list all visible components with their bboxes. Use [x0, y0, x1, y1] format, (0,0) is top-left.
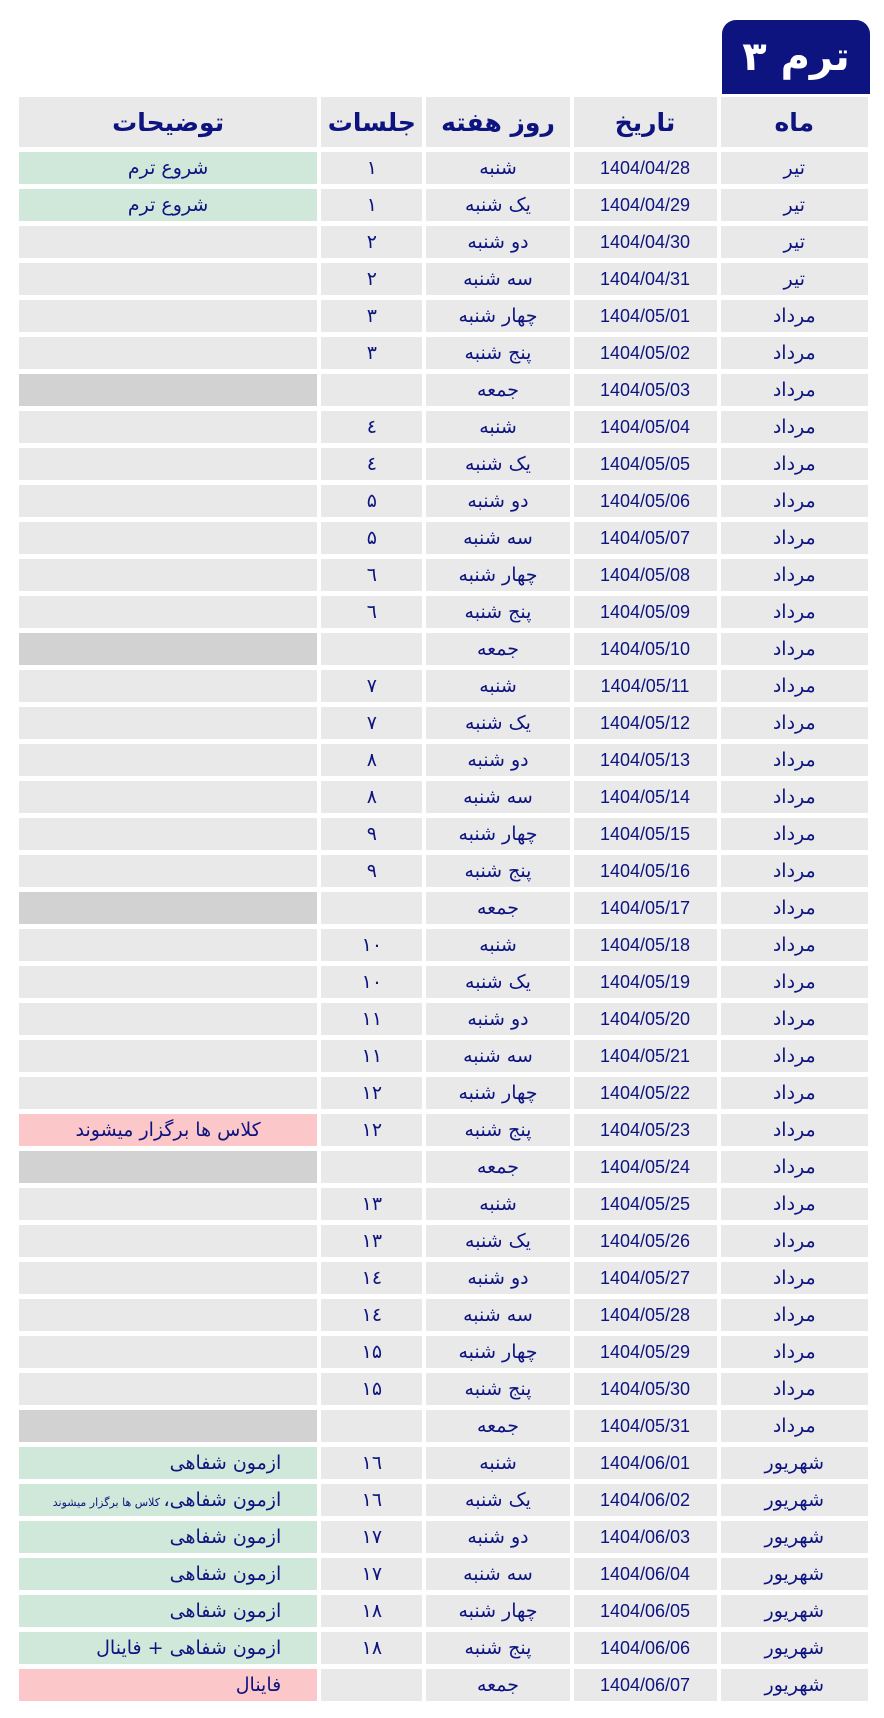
month-cell: شهریور — [721, 1558, 868, 1590]
month-cell: مرداد — [721, 929, 868, 961]
table-row — [19, 707, 868, 739]
weekday-cell: یک شنبه — [426, 189, 569, 221]
date-cell: 1404/05/18 — [574, 929, 717, 961]
session-cell: ۸ — [321, 744, 422, 776]
table-row — [19, 1410, 868, 1442]
note-cell — [19, 522, 317, 554]
note-cell — [19, 892, 317, 924]
session-cell: ۱۷ — [321, 1558, 422, 1590]
note-cell — [19, 744, 317, 776]
table-row — [19, 781, 868, 813]
date-cell: 1404/05/12 — [574, 707, 717, 739]
weekday-cell: چهار شنبه — [426, 1077, 569, 1109]
note-text: ازمون شفاهی + فاینال — [96, 1637, 282, 1659]
date-cell: 1404/06/04 — [574, 1558, 717, 1590]
note-cell — [19, 633, 317, 665]
session-cell: ۳ — [321, 300, 422, 332]
month-cell: مرداد — [721, 337, 868, 369]
month-cell: مرداد — [721, 1188, 868, 1220]
weekday-cell: جمعه — [426, 374, 569, 406]
month-cell: تیر — [721, 152, 868, 184]
date-cell: 1404/05/27 — [574, 1262, 717, 1294]
date-cell: 1404/05/13 — [574, 744, 717, 776]
weekday-cell: شنبه — [426, 670, 569, 702]
month-cell: مرداد — [721, 707, 868, 739]
weekday-cell: سه شنبه — [426, 1299, 569, 1331]
session-cell: ۱۰ — [321, 929, 422, 961]
weekday-cell: دو شنبه — [426, 485, 569, 517]
note-cell — [19, 152, 317, 184]
month-cell: مرداد — [721, 411, 868, 443]
session-cell: ۱٦ — [321, 1484, 422, 1516]
note-cell — [19, 411, 317, 443]
table-row — [19, 374, 868, 406]
header-sessions: جلسات — [321, 97, 422, 147]
session-cell: ۲ — [321, 226, 422, 258]
session-cell: ۷ — [321, 670, 422, 702]
date-cell: 1404/05/16 — [574, 855, 717, 887]
table-row — [19, 485, 868, 517]
month-cell: مرداد — [721, 300, 868, 332]
session-cell: ۹ — [321, 818, 422, 850]
month-cell: مرداد — [721, 1299, 868, 1331]
table-row — [19, 411, 868, 443]
date-cell: 1404/05/24 — [574, 1151, 717, 1183]
date-cell: 1404/05/26 — [574, 1225, 717, 1257]
note-text: کلاس ها برگزار میشوند — [75, 1119, 261, 1141]
month-cell: مرداد — [721, 818, 868, 850]
note-cell — [19, 818, 317, 850]
month-cell: مرداد — [721, 1336, 868, 1368]
date-cell: 1404/04/28 — [574, 152, 717, 184]
date-cell: 1404/05/21 — [574, 1040, 717, 1072]
session-cell: ۱۳ — [321, 1225, 422, 1257]
note-cell — [19, 1447, 317, 1479]
table-row — [19, 263, 868, 295]
session-cell: ۱۰ — [321, 966, 422, 998]
table-row — [19, 1521, 868, 1553]
session-cell — [321, 374, 422, 406]
weekday-cell: یک شنبه — [426, 1484, 569, 1516]
date-cell: 1404/06/06 — [574, 1632, 717, 1664]
date-cell: 1404/06/02 — [574, 1484, 717, 1516]
table-row — [19, 1188, 868, 1220]
month-cell: تیر — [721, 226, 868, 258]
weekday-cell: چهار شنبه — [426, 818, 569, 850]
weekday-cell: جمعه — [426, 1151, 569, 1183]
note-cell — [19, 929, 317, 961]
table-row — [19, 596, 868, 628]
weekday-cell: سه شنبه — [426, 263, 569, 295]
header-weekday: روز هفته — [426, 97, 569, 147]
date-cell: 1404/05/29 — [574, 1336, 717, 1368]
note-cell — [19, 781, 317, 813]
weekday-cell: شنبه — [426, 1447, 569, 1479]
header-month: ماه — [721, 97, 868, 147]
weekday-cell: یک شنبه — [426, 707, 569, 739]
session-cell: ۱۷ — [321, 1521, 422, 1553]
weekday-cell: چهار شنبه — [426, 1595, 569, 1627]
term-title-tab: ترم ۳ — [722, 20, 870, 94]
date-cell: 1404/05/03 — [574, 374, 717, 406]
weekday-cell: شنبه — [426, 411, 569, 443]
month-cell: شهریور — [721, 1447, 868, 1479]
note-text: ازمون شفاهی — [169, 1600, 282, 1622]
session-cell: ۱۲ — [321, 1114, 422, 1146]
session-cell: ۹ — [321, 855, 422, 887]
month-cell: مرداد — [721, 596, 868, 628]
note-cell — [19, 485, 317, 517]
date-cell: 1404/05/05 — [574, 448, 717, 480]
note-cell — [19, 670, 317, 702]
weekday-cell: پنج شنبه — [426, 1373, 569, 1405]
table-row — [19, 1040, 868, 1072]
date-cell: 1404/04/30 — [574, 226, 717, 258]
header-row — [19, 97, 868, 147]
schedule-table — [15, 92, 872, 1706]
session-cell: ٤ — [321, 448, 422, 480]
month-cell: تیر — [721, 263, 868, 295]
weekday-cell: شنبه — [426, 152, 569, 184]
date-cell: 1404/04/31 — [574, 263, 717, 295]
month-cell: مرداد — [721, 966, 868, 998]
date-cell: 1404/05/23 — [574, 1114, 717, 1146]
weekday-cell: پنج شنبه — [426, 1632, 569, 1664]
note-cell — [19, 1151, 317, 1183]
month-cell: مرداد — [721, 559, 868, 591]
table-row — [19, 448, 868, 480]
table-row — [19, 892, 868, 924]
weekday-cell: سه شنبه — [426, 522, 569, 554]
month-cell: شهریور — [721, 1632, 868, 1664]
note-cell — [19, 559, 317, 591]
month-cell: مرداد — [721, 374, 868, 406]
note-cell — [19, 263, 317, 295]
table-row — [19, 633, 868, 665]
month-cell: مرداد — [721, 744, 868, 776]
note-text: ازمون شفاهی — [169, 1526, 282, 1548]
note-cell — [19, 448, 317, 480]
weekday-cell: سه شنبه — [426, 1040, 569, 1072]
header-date: تاریخ — [574, 97, 717, 147]
session-cell: ۱۵ — [321, 1373, 422, 1405]
schedule-body — [19, 152, 868, 1701]
weekday-cell: چهار شنبه — [426, 1336, 569, 1368]
note-cell — [19, 1595, 317, 1627]
table-row — [19, 1484, 868, 1516]
weekday-cell: یک شنبه — [426, 448, 569, 480]
date-cell: 1404/05/02 — [574, 337, 717, 369]
weekday-cell: سه شنبه — [426, 1558, 569, 1590]
session-cell: ۲ — [321, 263, 422, 295]
note-cell — [19, 1077, 317, 1109]
note-cell — [19, 1188, 317, 1220]
table-row — [19, 189, 868, 221]
date-cell: 1404/05/28 — [574, 1299, 717, 1331]
note-cell — [19, 1336, 317, 1368]
month-cell: شهریور — [721, 1484, 868, 1516]
note-text: شروع ترم — [127, 194, 209, 216]
session-cell — [321, 633, 422, 665]
note-cell — [19, 1521, 317, 1553]
month-cell: مرداد — [721, 1151, 868, 1183]
month-cell: مرداد — [721, 1114, 868, 1146]
month-cell: مرداد — [721, 1077, 868, 1109]
month-cell: تیر — [721, 189, 868, 221]
date-cell: 1404/05/19 — [574, 966, 717, 998]
date-cell: 1404/05/10 — [574, 633, 717, 665]
session-cell: ۳ — [321, 337, 422, 369]
table-row — [19, 1003, 868, 1035]
note-cell — [19, 226, 317, 258]
month-cell: مرداد — [721, 1410, 868, 1442]
note-cell — [19, 1299, 317, 1331]
month-cell: مرداد — [721, 1040, 868, 1072]
note-cell — [19, 1040, 317, 1072]
session-cell: ۱٦ — [321, 1447, 422, 1479]
note-text: شروع ترم — [127, 157, 209, 179]
session-cell — [321, 892, 422, 924]
note-cell — [19, 1114, 317, 1146]
month-cell: شهریور — [721, 1669, 868, 1701]
date-cell: 1404/05/08 — [574, 559, 717, 591]
table-row — [19, 744, 868, 776]
month-cell: مرداد — [721, 633, 868, 665]
date-cell: 1404/06/07 — [574, 1669, 717, 1701]
date-cell: 1404/05/11 — [574, 670, 717, 702]
month-cell: مرداد — [721, 855, 868, 887]
table-row — [19, 1262, 868, 1294]
note-cell — [19, 1225, 317, 1257]
weekday-cell: چهار شنبه — [426, 559, 569, 591]
note-cell — [19, 1373, 317, 1405]
note-cell — [19, 855, 317, 887]
table-row — [19, 152, 868, 184]
table-row — [19, 1632, 868, 1664]
session-cell: ۱٤ — [321, 1262, 422, 1294]
month-cell: شهریور — [721, 1595, 868, 1627]
date-cell: 1404/05/20 — [574, 1003, 717, 1035]
month-cell: مرداد — [721, 522, 868, 554]
note-text: ازمون شفاهی، — [163, 1489, 282, 1511]
session-cell: ۱۸ — [321, 1632, 422, 1664]
date-cell: 1404/05/22 — [574, 1077, 717, 1109]
month-cell: مرداد — [721, 448, 868, 480]
month-cell: مرداد — [721, 1262, 868, 1294]
weekday-cell: یک شنبه — [426, 1225, 569, 1257]
weekday-cell: پنج شنبه — [426, 1114, 569, 1146]
month-cell: مرداد — [721, 781, 868, 813]
date-cell: 1404/05/07 — [574, 522, 717, 554]
weekday-cell: سه شنبه — [426, 781, 569, 813]
table-row — [19, 1299, 868, 1331]
month-cell: شهریور — [721, 1521, 868, 1553]
session-cell — [321, 1669, 422, 1701]
session-cell: ۱۳ — [321, 1188, 422, 1220]
table-row — [19, 966, 868, 998]
weekday-cell: جمعه — [426, 633, 569, 665]
date-cell: 1404/06/05 — [574, 1595, 717, 1627]
session-cell: ۱۵ — [321, 1336, 422, 1368]
table-row — [19, 670, 868, 702]
date-cell: 1404/05/30 — [574, 1373, 717, 1405]
table-row — [19, 1077, 868, 1109]
note-cell — [19, 189, 317, 221]
weekday-cell: دو شنبه — [426, 1003, 569, 1035]
month-cell: مرداد — [721, 670, 868, 702]
weekday-cell: پنج شنبه — [426, 596, 569, 628]
weekday-cell: شنبه — [426, 929, 569, 961]
session-cell: ۵ — [321, 522, 422, 554]
table-row — [19, 1558, 868, 1590]
weekday-cell: دو شنبه — [426, 1521, 569, 1553]
date-cell: 1404/05/15 — [574, 818, 717, 850]
table-row — [19, 855, 868, 887]
note-cell — [19, 1669, 317, 1701]
date-cell: 1404/05/04 — [574, 411, 717, 443]
month-cell: مرداد — [721, 892, 868, 924]
note-cell — [19, 300, 317, 332]
date-cell: 1404/05/01 — [574, 300, 717, 332]
session-cell: ٦ — [321, 559, 422, 591]
table-row — [19, 818, 868, 850]
month-cell: مرداد — [721, 1225, 868, 1257]
table-row — [19, 226, 868, 258]
session-cell: ۱۱ — [321, 1003, 422, 1035]
header-notes: توضیحات — [19, 97, 317, 147]
table-row — [19, 300, 868, 332]
note-cell — [19, 337, 317, 369]
table-row — [19, 522, 868, 554]
table-row — [19, 1114, 868, 1146]
date-cell: 1404/05/14 — [574, 781, 717, 813]
note-text: فاینال — [235, 1674, 282, 1696]
session-cell: ۱٤ — [321, 1299, 422, 1331]
weekday-cell: جمعه — [426, 1410, 569, 1442]
weekday-cell: یک شنبه — [426, 966, 569, 998]
note-cell — [19, 1262, 317, 1294]
table-row — [19, 1595, 868, 1627]
note-cell — [19, 966, 317, 998]
note-cell — [19, 1410, 317, 1442]
date-cell: 1404/05/06 — [574, 485, 717, 517]
session-cell: ۱۱ — [321, 1040, 422, 1072]
table-row — [19, 1373, 868, 1405]
note-cell — [19, 1558, 317, 1590]
weekday-cell: پنج شنبه — [426, 855, 569, 887]
note-cell — [19, 1003, 317, 1035]
table-row — [19, 929, 868, 961]
weekday-cell: شنبه — [426, 1188, 569, 1220]
weekday-cell: پنج شنبه — [426, 337, 569, 369]
weekday-cell: جمعه — [426, 1669, 569, 1701]
date-cell: 1404/06/03 — [574, 1521, 717, 1553]
month-cell: مرداد — [721, 1373, 868, 1405]
table-row — [19, 559, 868, 591]
note-text: ازمون شفاهی — [169, 1452, 282, 1474]
table-row — [19, 1151, 868, 1183]
note-cell — [19, 1484, 317, 1516]
session-cell: ۸ — [321, 781, 422, 813]
session-cell: ۱ — [321, 152, 422, 184]
session-cell — [321, 1410, 422, 1442]
date-cell: 1404/05/17 — [574, 892, 717, 924]
table-row — [19, 1447, 868, 1479]
session-cell: ۱۲ — [321, 1077, 422, 1109]
table-row — [19, 1669, 868, 1701]
table-row — [19, 1336, 868, 1368]
weekday-cell: چهار شنبه — [426, 300, 569, 332]
date-cell: 1404/05/09 — [574, 596, 717, 628]
session-cell: ۱ — [321, 189, 422, 221]
month-cell: مرداد — [721, 1003, 868, 1035]
session-cell: ۱۸ — [321, 1595, 422, 1627]
session-cell — [321, 1151, 422, 1183]
date-cell: 1404/06/01 — [574, 1447, 717, 1479]
weekday-cell: جمعه — [426, 892, 569, 924]
note-cell — [19, 707, 317, 739]
weekday-cell: دو شنبه — [426, 226, 569, 258]
note-small-text: کلاس ها برگزار میشوند — [52, 1496, 164, 1509]
date-cell: 1404/05/31 — [574, 1410, 717, 1442]
table-row — [19, 1225, 868, 1257]
note-cell — [19, 596, 317, 628]
note-text: ازمون شفاهی — [169, 1563, 282, 1585]
month-cell: مرداد — [721, 485, 868, 517]
date-cell: 1404/04/29 — [574, 189, 717, 221]
weekday-cell: دو شنبه — [426, 1262, 569, 1294]
weekday-cell: دو شنبه — [426, 744, 569, 776]
note-cell — [19, 374, 317, 406]
date-cell: 1404/05/25 — [574, 1188, 717, 1220]
session-cell: ۵ — [321, 485, 422, 517]
note-cell — [19, 1632, 317, 1664]
session-cell: ٤ — [321, 411, 422, 443]
session-cell: ۷ — [321, 707, 422, 739]
table-row — [19, 337, 868, 369]
session-cell: ٦ — [321, 596, 422, 628]
